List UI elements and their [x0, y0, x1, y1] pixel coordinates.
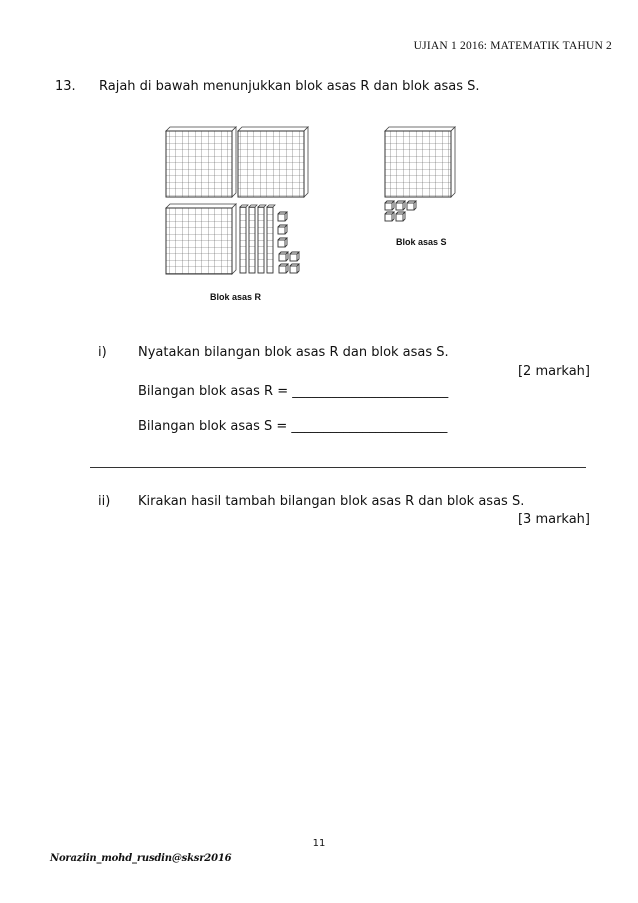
part-i-label: i) — [98, 345, 107, 360]
part-ii-marks: [3 markah] — [517, 512, 590, 527]
page-header: UJIAN 1 2016: MATEMATIK TAHUN 2 — [413, 40, 612, 52]
question-text: Rajah di bawah menunjukkan blok asas R dan blok asas S. — [99, 79, 480, 94]
r-hundred-flat-1 — [166, 127, 236, 197]
question-number: 13. — [55, 79, 76, 94]
s-unit-cubes — [385, 201, 416, 221]
r-ten-rods — [240, 207, 273, 273]
part-i-text: Nyatakan bilangan blok asas R dan blok asas S. — [138, 345, 449, 360]
figure-label-r: Blok asas R — [210, 292, 262, 302]
r-unit-cubes — [278, 212, 299, 273]
r-hundred-flat-2 — [238, 127, 308, 197]
page-number: 11 — [312, 838, 326, 849]
s-hundred-flat — [385, 127, 455, 197]
part-ii-label: ii) — [98, 494, 111, 509]
part-i-marks: [2 markah] — [517, 364, 590, 379]
answer-line-s: Bilangan blok asas S = ________________________ — [138, 419, 448, 434]
divider-line — [90, 467, 586, 468]
footer-signature: Noraziin_mohd_rusdin@sksr2016 — [50, 853, 232, 864]
part-ii-text: Kirakan hasil tambah bilangan blok asas R dan blok asas S. — [138, 494, 525, 509]
answer-line-r: Bilangan blok asas R = ________________________ — [138, 384, 449, 399]
r-hundred-flat-3 — [166, 204, 236, 274]
figure-label-s: Blok asas S — [396, 237, 447, 247]
